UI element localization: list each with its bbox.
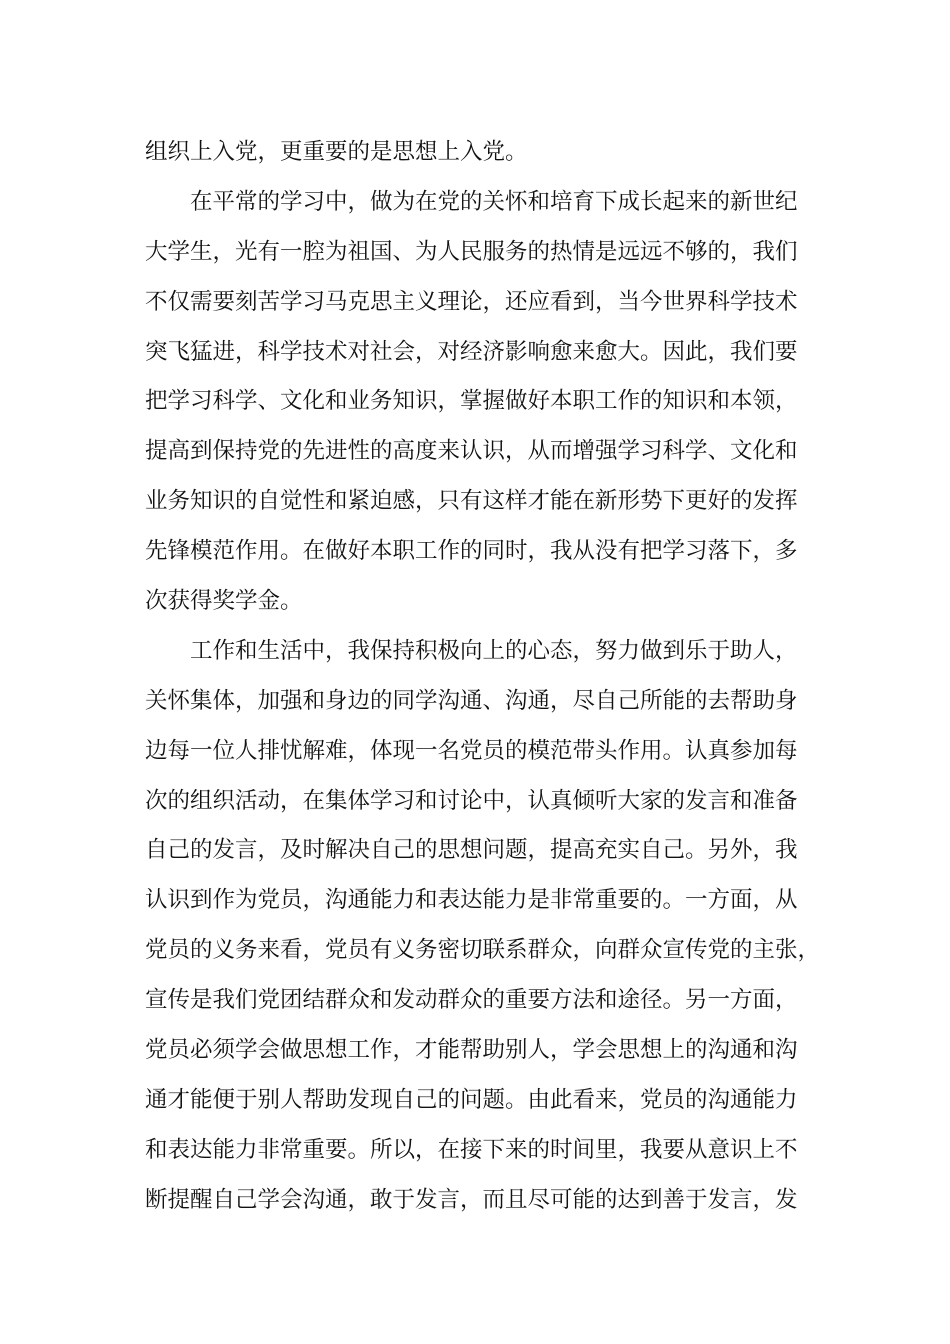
text-line: 把学习科学、文化和业务知识，掌握做好本职工作的知识和本领， <box>145 388 798 415</box>
text-line: 突飞猛进，科学技术对社会，对经济影响愈来愈大。因此，我们要 <box>145 338 798 365</box>
text-line: 党员必须学会做思想工作，才能帮助别人，学会思想上的沟通和沟 <box>145 1037 798 1064</box>
text-line: 断提醒自己学会沟通，敢于发言，而且尽可能的达到善于发言，发 <box>145 1186 798 1213</box>
text-line: 组织上入党，更重要的是思想上入党。 <box>145 139 528 165</box>
text-line: 通才能便于别人帮助发现自己的问题。由此看来，党员的沟通能力 <box>145 1086 798 1113</box>
text-line: 次的组织活动，在集体学习和讨论中，认真倾听大家的发言和准备 <box>145 787 798 814</box>
text-line: 宣传是我们党团结群众和发动群众的重要方法和途径。另一方面， <box>145 987 798 1014</box>
text-line: 先锋模范作用。在做好本职工作的同时，我从没有把学习落下，多 <box>145 538 798 565</box>
text-line: 边每一位人排忧解难，体现一名党员的模范带头作用。认真参加每 <box>145 737 798 764</box>
text-line: 关怀集体，加强和身边的同学沟通、沟通，尽自己所能的去帮助身 <box>145 687 798 714</box>
text-line: 认识到作为党员，沟通能力和表达能力是非常重要的。一方面，从 <box>145 887 798 914</box>
body-text <box>145 128 835 1226</box>
text-line: 工作和生活中，我保持积极向上的心态，努力做到乐于助人， <box>190 637 798 664</box>
text-line: 党员的义务来看，党员有义务密切联系群众，向群众宣传党的主张， <box>145 937 821 964</box>
text-line: 在平常的学习中，做为在党的关怀和培育下成长起来的新世纪 <box>190 188 798 215</box>
text-line: 自己的发言，及时解决自己的思想问题，提高充实自己。另外，我 <box>145 837 798 864</box>
text-line: 提高到保持党的先进性的高度来认识，从而增强学习科学、文化和 <box>145 438 798 465</box>
text-line: 次获得奖学金。 <box>145 588 303 615</box>
text-line: 业务知识的自觉性和紧迫感，只有这样才能在新形势下更好的发挥 <box>145 488 798 515</box>
text-line: 大学生，光有一腔为祖国、为人民服务的热情是远远不够的，我们 <box>145 238 798 265</box>
text-line: 和表达能力非常重要。所以，在接下来的时间里，我要从意识上不 <box>145 1136 798 1163</box>
text-line: 不仅需要刻苦学习马克思主义理论，还应看到，当今世界科学技术 <box>145 288 798 315</box>
